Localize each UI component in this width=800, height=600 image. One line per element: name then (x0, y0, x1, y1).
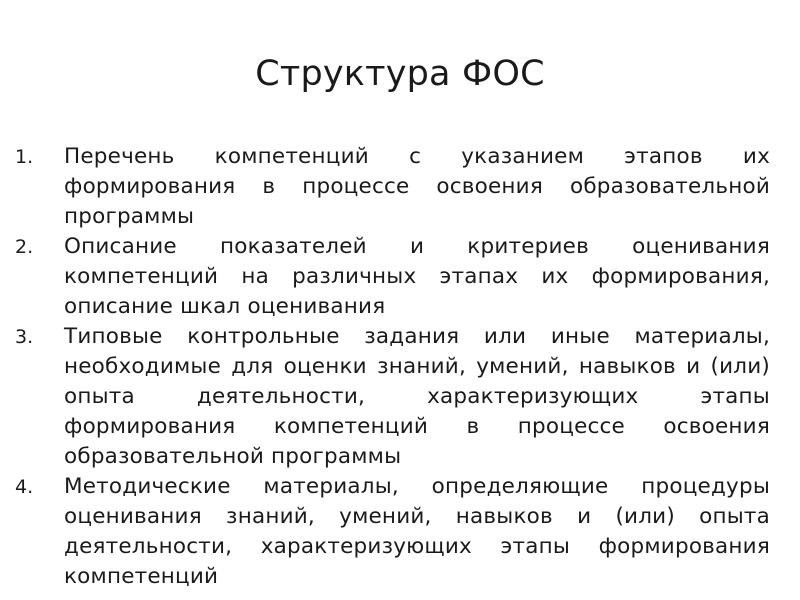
list-item-number: 3. (15, 326, 34, 348)
list-item-text: Методические материалы, определяющие процедуры оценивания знаний, умений, навыков и (или) опыта деятельности, характеризующих этапы формирования компетенций (64, 474, 770, 589)
list-item (15, 472, 770, 592)
list-item (15, 232, 770, 322)
slide-title: Структура ФОС (255, 54, 545, 94)
list-item (15, 142, 770, 232)
list-item-number: 1. (15, 146, 34, 168)
list-item-text: Типовые контрольные задания или иные материалы, необходимые для оценки знаний, умений, навыков и (или) опыта деятельности, характеризующих этапы формирования компетенций в процессе освоения образовательной программы (64, 324, 770, 469)
list-item (15, 322, 770, 472)
list-item-text: Описание показателей и критериев оценивания компетенций на различных этапах их формирования, описание шкал оценивания (64, 234, 770, 319)
numbered-list (15, 142, 770, 592)
list-item-text: Перечень компетенций с указанием этапов их формирования в процессе освоения образовательной программы (64, 144, 770, 229)
list-item-number: 2. (15, 236, 34, 258)
list-item-number: 4. (15, 476, 34, 498)
